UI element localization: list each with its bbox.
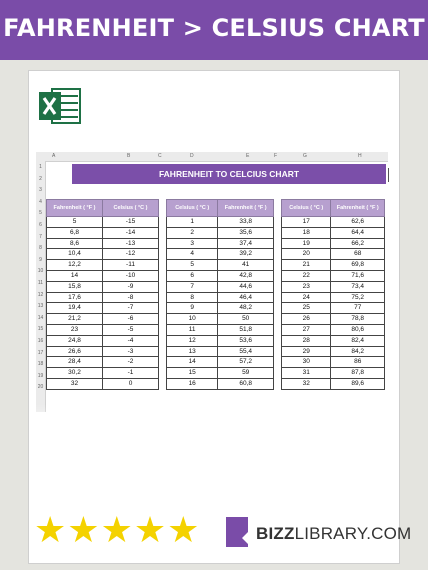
logo-rest: LIBRARY.COM <box>294 524 412 543</box>
table-cell: 66,2 <box>331 238 385 249</box>
column-label: E <box>246 153 250 159</box>
logo-bold: BIZZ <box>256 524 295 543</box>
table-row <box>167 292 274 303</box>
table-row <box>282 314 385 325</box>
table-cell: 12 <box>167 335 218 346</box>
table-row <box>167 227 274 238</box>
table-row <box>47 346 159 357</box>
celsius-to-fahrenheit-table-1 <box>166 199 274 390</box>
table-cell: 32 <box>47 378 103 389</box>
row-number: 6 <box>39 222 42 228</box>
table-cell: 68 <box>331 249 385 260</box>
table-cell: 10,4 <box>47 249 103 260</box>
table-cell: 75,2 <box>331 292 385 303</box>
row-number: 2 <box>39 175 42 182</box>
column-header: Fahrenheit ( °F ) <box>47 200 103 217</box>
celsius-to-fahrenheit-table-2 <box>281 199 385 390</box>
table-row <box>47 238 159 249</box>
table-row <box>47 368 159 379</box>
table-cell: -1 <box>103 368 159 379</box>
table-cell: 62,6 <box>331 217 385 228</box>
table-row <box>282 292 385 303</box>
table-cell: 35,6 <box>218 227 274 238</box>
table-row <box>282 249 385 260</box>
table-row <box>282 378 385 389</box>
table-cell: 4 <box>167 249 218 260</box>
table-cell: 26 <box>282 314 331 325</box>
table-row <box>167 270 274 281</box>
column-label: A <box>52 153 56 159</box>
table-cell: -2 <box>103 357 159 368</box>
table-cell: -8 <box>103 292 159 303</box>
row-number: 13 <box>37 303 44 310</box>
table-cell: 5 <box>167 260 218 271</box>
table-cell: -13 <box>103 238 159 249</box>
table-cell: 22 <box>282 270 331 281</box>
column-header: Fahrenheit ( °F ) <box>218 200 274 217</box>
fahrenheit-to-celsius-table <box>46 199 159 390</box>
table-cell: 71,6 <box>331 270 385 281</box>
table-row <box>282 324 385 335</box>
column-label: H <box>358 153 362 159</box>
table-cell: -7 <box>103 303 159 314</box>
table-row <box>167 368 274 379</box>
table-cell: 14 <box>47 270 103 281</box>
star-icon: ★ <box>133 509 167 550</box>
column-header: Celsius ( °C ) <box>167 200 218 217</box>
table-cell: 6,8 <box>47 227 103 238</box>
table-row <box>47 270 159 281</box>
table-row <box>47 260 159 271</box>
table-cell: 25 <box>282 303 331 314</box>
table-cell: -9 <box>103 281 159 292</box>
table-cell: 26,6 <box>47 346 103 357</box>
table-cell: 82,4 <box>331 335 385 346</box>
table-row <box>282 281 385 292</box>
page-title: FAHRENHEIT > CELSIUS CHART <box>3 14 425 42</box>
table-cell: 78,8 <box>331 314 385 325</box>
table-cell: 2 <box>167 227 218 238</box>
table-cell: 57,2 <box>218 357 274 368</box>
table-row <box>167 281 274 292</box>
table-cell: 21,2 <box>47 314 103 325</box>
star-icon: ★ <box>167 509 200 550</box>
table-row <box>47 324 159 335</box>
table-cell: -11 <box>103 260 159 271</box>
table-cell: 17,6 <box>47 292 103 303</box>
table-cell: 86 <box>331 357 385 368</box>
excel-icon <box>38 86 82 126</box>
table-cell: 9 <box>167 303 218 314</box>
row-number: 19 <box>37 372 44 379</box>
table-row <box>47 281 159 292</box>
row-number: 5 <box>39 210 42 217</box>
table-cell: 48,2 <box>218 303 274 314</box>
table-cell: 5 <box>47 217 103 228</box>
table-cell: 84,2 <box>331 346 385 357</box>
table-cell: 6 <box>167 270 218 281</box>
table-row <box>47 335 159 346</box>
column-label: C <box>158 153 162 159</box>
row-number: 16 <box>37 338 44 344</box>
table-cell: -15 <box>103 217 159 228</box>
table-cell: 29 <box>282 346 331 357</box>
table-row <box>47 249 159 260</box>
table-cell: 18 <box>282 227 331 238</box>
table-cell: -6 <box>103 314 159 325</box>
table-row <box>282 260 385 271</box>
table-cell: 55,4 <box>218 346 274 357</box>
table-row <box>167 238 274 249</box>
column-label: B <box>127 153 131 159</box>
row-number: 10 <box>37 268 44 275</box>
column-header: Celsius ( °C ) <box>103 200 159 217</box>
table-cell: 8 <box>167 292 218 303</box>
table-cell: 44,6 <box>218 281 274 292</box>
sheet-title-bar: FAHRENHEIT TO CELCIUS CHART <box>72 164 386 184</box>
star-icon: ★ <box>67 509 100 550</box>
row-number: 3 <box>39 187 42 194</box>
table-cell: 60,8 <box>218 378 274 389</box>
table-cell: 13 <box>167 346 218 357</box>
table-cell: 20 <box>282 249 331 260</box>
table-cell: 28,4 <box>47 357 103 368</box>
table-row <box>167 346 274 357</box>
table-row <box>167 303 274 314</box>
table-cell: 30 <box>282 357 331 368</box>
table-cell: 24 <box>282 292 331 303</box>
table-cell: -4 <box>103 335 159 346</box>
column-label: G <box>303 153 307 159</box>
table-cell: 14 <box>167 357 218 368</box>
table-cell: 15 <box>167 368 218 379</box>
table-row <box>282 335 385 346</box>
table-cell: 24,8 <box>47 335 103 346</box>
table-cell: 39,2 <box>218 249 274 260</box>
table-cell: 53,6 <box>218 335 274 346</box>
table-cell: 30,2 <box>47 368 103 379</box>
table-cell: 41 <box>218 260 274 271</box>
table-cell: -14 <box>103 227 159 238</box>
table-row <box>47 227 159 238</box>
table-cell: 77 <box>331 303 385 314</box>
row-number: 12 <box>37 291 44 298</box>
table-cell: 28 <box>282 335 331 346</box>
row-number: 7 <box>39 233 42 240</box>
table-cell: 19 <box>282 238 331 249</box>
table-cell: 87,8 <box>331 368 385 379</box>
row-number: 8 <box>39 245 42 252</box>
row-number: 11 <box>37 280 44 286</box>
table-cell: 16 <box>167 378 218 389</box>
table-row <box>282 227 385 238</box>
table-cell: 89,6 <box>331 378 385 389</box>
table-cell: 15,8 <box>47 281 103 292</box>
row-number: 18 <box>37 361 44 368</box>
table-cell: -12 <box>103 249 159 260</box>
table-cell: 51,8 <box>218 324 274 335</box>
table-row <box>282 238 385 249</box>
table-cell: 1 <box>167 217 218 228</box>
table-row <box>47 292 159 303</box>
cell-cursor <box>388 168 389 182</box>
table-cell: 31 <box>282 368 331 379</box>
column-header-bar <box>45 152 388 162</box>
table-cell: -10 <box>103 270 159 281</box>
table-cell: 33,8 <box>218 217 274 228</box>
table-row <box>167 217 274 228</box>
table-cell: 42,8 <box>218 270 274 281</box>
table-cell: -5 <box>103 324 159 335</box>
column-header: Celsius ( °C ) <box>282 200 331 217</box>
row-number: 15 <box>37 326 44 333</box>
table-cell: 8,6 <box>47 238 103 249</box>
row-number: 20 <box>37 384 44 391</box>
table-row <box>167 314 274 325</box>
table-cell: 69,8 <box>331 260 385 271</box>
table-cell: 46,4 <box>218 292 274 303</box>
table-cell: 17 <box>282 217 331 228</box>
table-cell: 23 <box>282 281 331 292</box>
table-row <box>167 335 274 346</box>
table-row <box>282 270 385 281</box>
rating-stars <box>34 511 200 549</box>
table-cell: 37,4 <box>218 238 274 249</box>
table-cell: 19,4 <box>47 303 103 314</box>
table-cell: -3 <box>103 346 159 357</box>
table-cell: 73,4 <box>331 281 385 292</box>
table-row <box>47 217 159 228</box>
table-cell: 27 <box>282 324 331 335</box>
bizzlibrary-logo <box>256 524 411 544</box>
table-cell: 59 <box>218 368 274 379</box>
table-cell: 50 <box>218 314 274 325</box>
star-icon: ★ <box>100 509 133 550</box>
row-number: 1 <box>39 164 42 170</box>
table-row <box>167 249 274 260</box>
column-label: D <box>190 153 194 159</box>
table-cell: 64,4 <box>331 227 385 238</box>
table-row <box>282 346 385 357</box>
row-number: 4 <box>39 198 42 205</box>
table-row <box>167 260 274 271</box>
table-cell: 0 <box>103 378 159 389</box>
table-row <box>282 303 385 314</box>
row-number: 9 <box>39 256 42 263</box>
table-cell: 12,2 <box>47 260 103 271</box>
table-cell: 11 <box>167 324 218 335</box>
table-row <box>282 368 385 379</box>
star-icon: ★ <box>34 509 67 550</box>
table-cell: 21 <box>282 260 331 271</box>
column-header: Fahrenheit ( °F ) <box>331 200 385 217</box>
table-row <box>167 324 274 335</box>
table-cell: 80,6 <box>331 324 385 335</box>
table-cell: 23 <box>47 324 103 335</box>
fade-overlay <box>36 404 388 446</box>
table-row <box>47 357 159 368</box>
table-cell: 10 <box>167 314 218 325</box>
table-cell: 32 <box>282 378 331 389</box>
table-row <box>282 217 385 228</box>
table-cell: 7 <box>167 281 218 292</box>
row-number: 14 <box>37 314 44 321</box>
table-cell: 3 <box>167 238 218 249</box>
table-row <box>167 378 274 389</box>
bizzlibrary-logo-icon <box>224 516 250 548</box>
table-row <box>282 357 385 368</box>
table-row <box>167 357 274 368</box>
table-row <box>47 314 159 325</box>
table-row <box>47 303 159 314</box>
table-row <box>47 378 159 389</box>
column-label: F <box>274 153 278 159</box>
row-number: 17 <box>37 349 44 356</box>
top-banner <box>0 0 428 60</box>
